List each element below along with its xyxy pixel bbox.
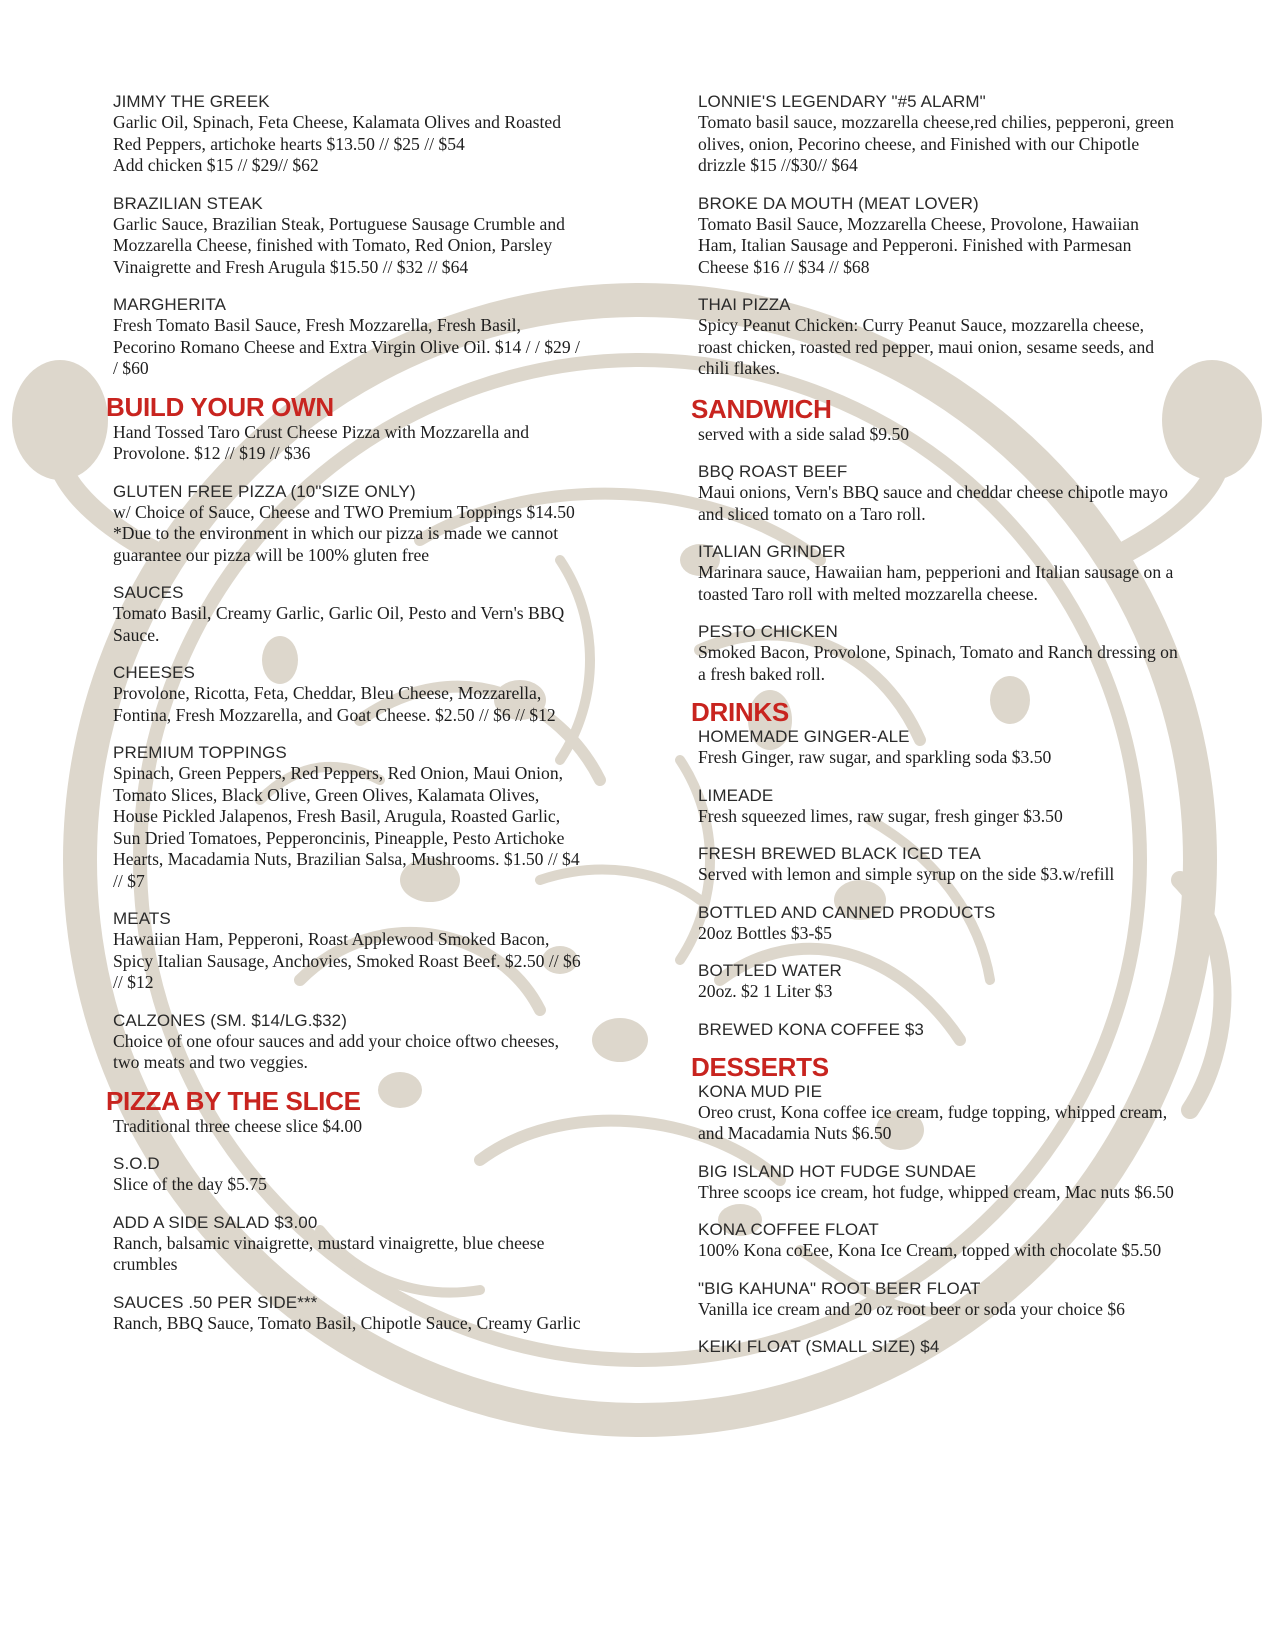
item-description: Maui onions, Vern's BBQ sauce and cheddar cheese chipotle mayo and sliced tomato on a Taro roll. [698,482,1168,524]
menu-item-sod [113,1154,583,1196]
item-description: Tomato Basil Sauce, Mozzarella Cheese, Provolone, Hawaiian Ham, Italian Sausage and Pepperoni. Finished with Parmesan Cheese $16 // $34 // $68 [698,213,1139,277]
menu-item-bbq-roast-beef [698,462,1178,525]
item-name: THAI PIZZA [698,295,791,314]
menu-item-gluten-free-pizza [113,482,583,567]
menu-item-limeade [698,786,1178,828]
item-description: Smoked Bacon, Provolone, Spinach, Tomato and Ranch dressing on a fresh baked roll. [698,642,1178,684]
item-description: Garlic Sauce, Brazilian Steak, Portuguese Sausage Crumble and Mozzarella Cheese, finished with Tomato, Red Onion, Parsley Vinaigrette and Fresh Arugula $15.50 // $32 // $64 [113,213,565,277]
item-description: Tomato basil sauce, mozzarella cheese,red chilies, pepperoni, green olives, onion, Pecorino cheese, and Finished with our Chipotle drizzle $15 //$30// $64 [698,112,1175,175]
item-name: BRAZILIAN STEAK [113,193,263,213]
menu-item-italian-grinder [698,542,1178,605]
menu-item-jimmy-the-greek [113,92,583,177]
menu-item-broke-da-mouth [698,194,1178,279]
item-description: 20oz. $2 1 Liter $3 [698,981,833,1001]
item-description: Fresh squeezed limes, raw sugar, fresh ginger $3.50 [698,805,1063,826]
item-name: CHEESES [113,663,195,682]
section-heading-build-your-own: BUILD YOUR OWN [106,391,334,422]
item-name: BOTTLED AND CANNED PRODUCTS [698,902,996,922]
item-name: FRESH BREWED BLACK ICED TEA [698,844,981,863]
item-name: GLUTEN FREE PIZZA (10"SIZE ONLY) [113,481,416,501]
menu-item-thai-pizza [698,295,1178,380]
item-name: "BIG KAHUNA" ROOT BEER FLOAT [698,1278,981,1298]
menu-item-kona-coffee-float [698,1220,1178,1262]
menu-item-iced-tea [698,844,1178,886]
menu-item-sauces [113,583,583,646]
item-name: CALZONES (SM. $14/LG.$32) [113,1010,347,1030]
item-name: S.O.D [113,1154,160,1173]
item-name: HOMEMADE GINGER-ALE [698,727,910,746]
item-name: BBQ ROAST BEEF [698,462,848,481]
item-description: Three scoops ice cream, hot fudge, whipped cream, Mac nuts $6.50 [698,1181,1174,1202]
item-description: Oreo crust, Kona coffee ice cream, fudge topping, whipped cream, and Macadamia Nuts $6.50 [698,1101,1168,1143]
item-description: w/ Choice of Sauce, Cheese and TWO Premium Toppings $14.50 *Due to the environment in which our pizza is made we cannot guarantee our pizza will be 100% gluten free [113,501,575,565]
item-name: KONA MUD PIE [698,1081,823,1101]
item-name: JIMMY THE GREEK [113,92,270,111]
menu-item-calzones [113,1011,583,1074]
item-description: Hawaiian Ham, Pepperoni, Roast Applewood Smoked Bacon, Spicy Italian Sausage, Anchovies, Smoked Roast Beef. $2.50 // $6 // $12 [113,929,581,992]
item-description: Served with lemon and simple syrup on the side $3.w/refill [698,864,1115,884]
item-description: Provolone, Ricotta, Feta, Cheddar, Bleu Cheese, Mozzarella, Fontina, Fresh Mozzarella, and Goat Cheese. $2.50 // $6 // $12 [113,683,556,725]
item-name: LONNIE'S LEGENDARY "#5 ALARM" [698,92,986,111]
section-intro: served with a side salad $9.50 [698,423,910,444]
menu-item-cheeses [113,663,583,726]
section-intro: Hand Tossed Taro Crust Cheese Pizza with Mozzarella and Provolone. $12 // $19 // $36 [113,421,530,463]
menu-item-keiki-float [698,1337,1178,1357]
item-name: SAUCES .50 PER SIDE*** [113,1292,318,1312]
item-description: Ranch, BBQ Sauce, Tomato Basil, Chipotle Sauce, Creamy Garlic [113,1312,581,1333]
item-name: BREWED KONA COFFEE $3 [698,1019,924,1039]
menu-item-sauces-per-side [113,1293,583,1335]
section-heading-sandwich: SANDWICH [691,393,832,424]
menu-item-ginger-ale [698,727,1178,769]
section-intro: Traditional three cheese slice $4.00 [113,1115,363,1136]
item-name: LIMEADE [698,785,774,805]
item-description: Slice of the day $5.75 [113,1174,267,1194]
item-name: SAUCES [113,583,184,602]
menu-item-kona-mud-pie [698,1082,1178,1145]
item-name: PESTO CHICKEN [698,622,838,641]
menu-item-lonnies-legendary [698,92,1178,177]
menu-item-pesto-chicken [698,622,1178,685]
menu-item-bottled-canned [698,903,1178,945]
menu-item-root-beer-float [698,1279,1178,1321]
item-description: Spinach, Green Peppers, Red Peppers, Red Onion, Maui Onion, Tomato Slices, Black Olive, Green Olives, Kalamata Olives, House Pickled Jalapenos, Fresh Basil, Arugula, Roasted Garlic, Sun Dried Tomatoes, Pepperoncinis, Pineapple, Pesto Artichoke Hearts, Macadamia Nuts, Brazilian Salsa, Mushrooms. $1.50 // $4 // $7 [113,763,580,891]
menu-right-column [691,92,1178,1374]
item-description: Fresh Ginger, raw sugar, and sparkling soda $3.50 [698,747,1052,767]
item-name: ITALIAN GRINDER [698,542,846,561]
item-description: Vanilla ice cream and 20 oz root beer or soda your choice $6 [698,1298,1125,1319]
item-description: Spicy Peanut Chicken: Curry Peanut Sauce, mozzarella cheese, roast chicken, roasted red pepper, maui onion, sesame seeds, and chili flakes. [698,315,1155,378]
section-heading-drinks: DRINKS [691,697,789,727]
menu-item-brazilian-steak [113,194,583,279]
item-name: PREMIUM TOPPINGS [113,743,287,762]
item-name: BIG ISLAND HOT FUDGE SUNDAE [698,1161,977,1181]
item-description: Choice of one ofour sauces and add your choice oftwo cheeses, two meats and two veggies. [113,1030,560,1072]
item-name: MARGHERITA [113,295,227,314]
menu-item-margherita [113,295,583,380]
menu-item-bottled-water [698,961,1178,1003]
item-name: BROKE DA MOUTH (MEAT LOVER) [698,193,979,213]
menu-item-side-salad [113,1213,583,1276]
item-description: Garlic Oil, Spinach, Feta Cheese, Kalamata Olives and Roasted Red Peppers, artichoke hearts $13.50 // $25 // $54 [113,112,562,154]
menu-item-kona-coffee [698,1020,1178,1040]
item-name: BOTTLED WATER [698,961,842,980]
section-heading-desserts: DESSERTS [691,1051,829,1082]
item-description: Tomato Basil, Creamy Garlic, Garlic Oil, Pesto and Vern's BBQ Sauce. [113,603,565,645]
item-description: Ranch, balsamic vinaigrette, mustard vinaigrette, blue cheese crumbles [113,1232,545,1274]
item-name: MEATS [113,909,171,928]
item-name: KONA COFFEE FLOAT [698,1220,879,1239]
item-description: Marinara sauce, Hawaiian ham, pepperioni and Italian sausage on a toasted Taro roll with melted mozzarella cheese. [698,562,1174,604]
menu-item-meats [113,909,583,994]
item-description: 20oz Bottles $3-$5 [698,922,832,943]
item-description: 100% Kona coEee, Kona Ice Cream, topped with chocolate $5.50 [698,1240,1162,1260]
item-addon: Add chicken $15 // $29// $62 [113,155,319,175]
item-name: KEIKI FLOAT (SMALL SIZE) $4 [698,1337,940,1356]
section-heading-pizza-by-the-slice: PIZZA BY THE SLICE [106,1085,361,1116]
menu-left-column [106,92,583,1351]
menu-item-hot-fudge-sundae [698,1162,1178,1204]
menu-item-premium-toppings [113,743,583,892]
item-name: ADD A SIDE SALAD $3.00 [113,1212,318,1232]
item-description: Fresh Tomato Basil Sauce, Fresh Mozzarella, Fresh Basil, Pecorino Romano Cheese and Extra Virgin Olive Oil. $14 / / $29 / / $60 [113,315,580,378]
